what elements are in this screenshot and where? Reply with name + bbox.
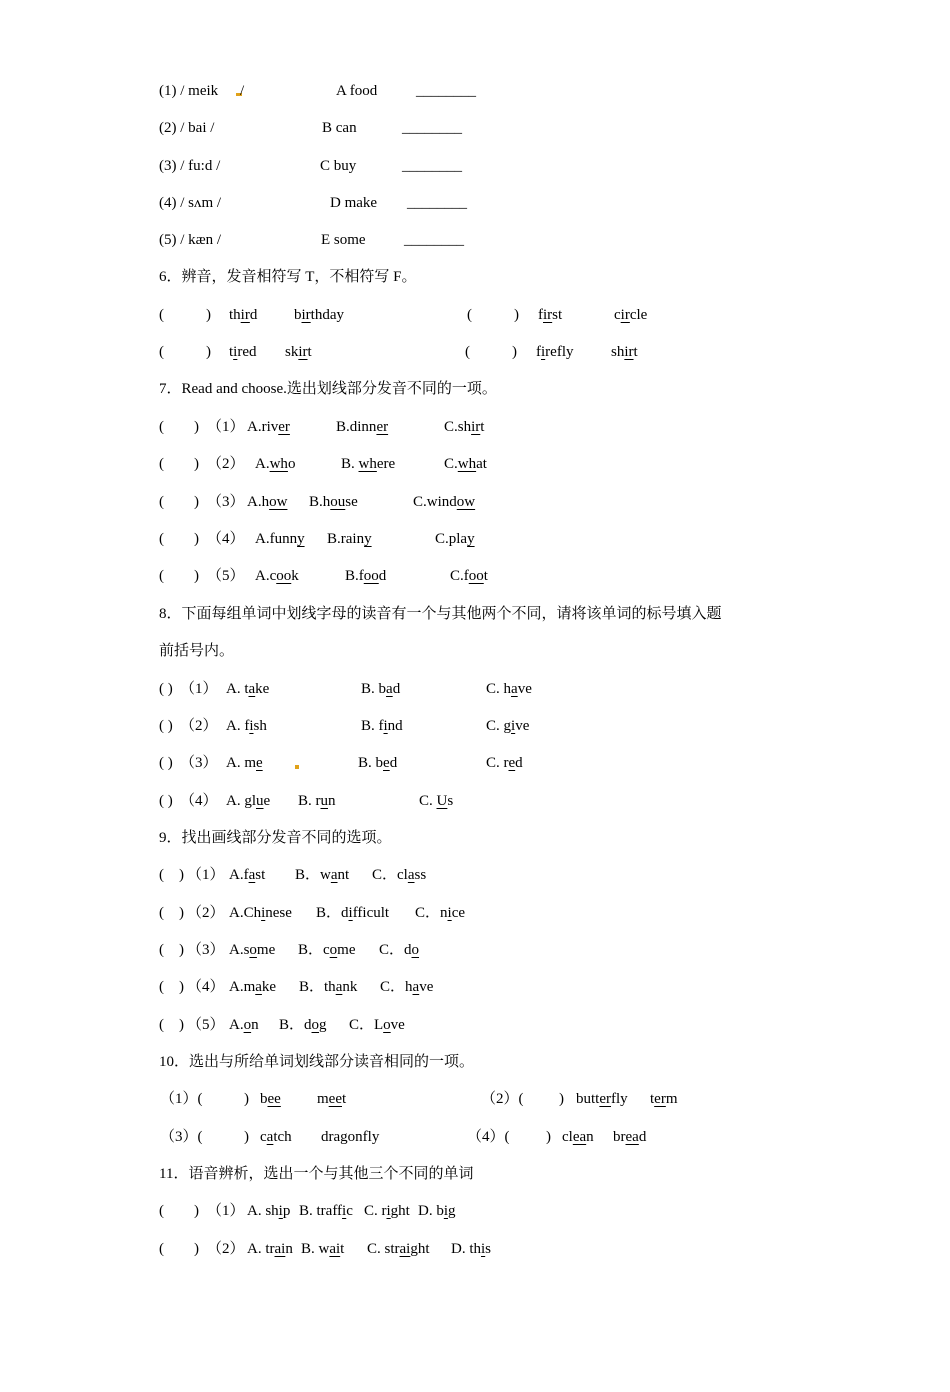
- option-c: C．class: [372, 867, 427, 883]
- answer-parens[interactable]: ( ): [159, 755, 173, 771]
- answer-paren-close: ): [512, 344, 517, 360]
- q5-row-5: [0, 229, 950, 251]
- option: C buy: [320, 158, 357, 174]
- option-a: A.river: [247, 419, 290, 435]
- answer-parens[interactable]: ( ): [159, 531, 199, 547]
- answer-paren-close: ): [514, 307, 519, 323]
- answer-parens[interactable]: ( ): [159, 905, 184, 921]
- yellow-mark: [295, 765, 299, 769]
- option-c: C.play: [435, 531, 475, 547]
- option-a: A. fish: [226, 718, 267, 734]
- answer-parens[interactable]: ( ): [159, 1203, 199, 1219]
- q5-row-4: [0, 192, 950, 214]
- option-a: A.cook: [255, 568, 299, 584]
- question-title: 7．Read and choose.选出划线部分发音不同的一项。: [159, 381, 497, 397]
- q6-title: [0, 266, 950, 288]
- word: butterfly: [576, 1091, 628, 1107]
- question-title: 9．找出画线部分发音不同的选项。: [159, 830, 392, 846]
- item-number-paren[interactable]: （1）(: [160, 1091, 203, 1107]
- option-a: A.make: [229, 979, 277, 995]
- q8-row-2: [0, 715, 950, 737]
- option-b: B. run: [298, 793, 336, 809]
- phonetic: (5) / kæn /: [159, 232, 222, 248]
- answer-blank[interactable]: ________: [416, 83, 476, 99]
- q6-row-1: [0, 304, 950, 326]
- answer-blank[interactable]: ________: [407, 195, 467, 211]
- word: firefly: [536, 344, 574, 360]
- option-c: C. right: [364, 1203, 410, 1219]
- item-number: （4）: [187, 979, 225, 995]
- option-b: B.rainy: [327, 531, 372, 547]
- option-a: A. me: [226, 755, 263, 771]
- word: dragonfly: [321, 1129, 380, 1145]
- option-a: A.fast: [229, 867, 266, 883]
- word: clean: [562, 1129, 594, 1145]
- option-b: B. find: [361, 718, 403, 734]
- option-a: A. train: [247, 1241, 293, 1257]
- phonetic: (2) / bai /: [159, 120, 215, 136]
- answer-paren-close: ): [206, 307, 211, 323]
- q11-title: [0, 1163, 950, 1185]
- answer-paren-close: ): [244, 1129, 249, 1145]
- option-a: A. glue: [226, 793, 271, 809]
- option-b: B．difficult: [316, 905, 390, 921]
- q10-title: [0, 1051, 950, 1073]
- word: birthday: [294, 307, 344, 323]
- option-c: C. Us: [419, 793, 454, 809]
- option-c: C．have: [380, 979, 434, 995]
- word: skirt: [285, 344, 312, 360]
- q5-row-1: [0, 80, 950, 102]
- q9-title: [0, 827, 950, 849]
- option-b: B. where: [341, 456, 396, 472]
- item-number: （3）: [180, 755, 218, 771]
- question-title: 8．下面每组单词中划线字母的读音有一个与其他两个不同，请将该单词的标号填入题: [159, 606, 722, 622]
- option: D make: [330, 195, 378, 211]
- phonetic: (1) / meik: [159, 83, 222, 99]
- q9-row-4: [0, 976, 950, 998]
- question-title: 11．语音辨析，选出一个与其他三个不同的单词: [159, 1166, 474, 1182]
- option-a: A.who: [255, 456, 296, 472]
- phonetic: (4) / sʌm /: [159, 195, 222, 211]
- answer-paren-open[interactable]: (: [467, 307, 472, 323]
- q9-row-3: [0, 939, 950, 961]
- q11-row-2: [0, 1238, 950, 1260]
- option-c: C. straight: [367, 1241, 430, 1257]
- q7-row-2: [0, 453, 950, 475]
- option-b: B.food: [345, 568, 387, 584]
- answer-blank[interactable]: ________: [404, 232, 464, 248]
- option: A food: [336, 83, 378, 99]
- option: B can: [322, 120, 357, 136]
- word: circle: [614, 307, 648, 323]
- q7-row-1: [0, 416, 950, 438]
- answer-parens[interactable]: ( ): [159, 494, 199, 510]
- option-c: C．do: [379, 942, 420, 958]
- question-title-cont: 前括号内。: [159, 643, 235, 659]
- option-c: C. have: [486, 681, 532, 697]
- word: shirt: [611, 344, 638, 360]
- answer-paren-open[interactable]: (: [465, 344, 470, 360]
- answer-parens[interactable]: ( ): [159, 942, 184, 958]
- item-number: （1）: [187, 867, 225, 883]
- item-number: （2）: [180, 718, 218, 734]
- option-b: B．want: [295, 867, 350, 883]
- q9-row-2: [0, 902, 950, 924]
- q7-title: [0, 378, 950, 400]
- option-a: A.Chinese: [229, 905, 292, 921]
- item-number: （4）: [180, 793, 218, 809]
- answer-parens[interactable]: ( ): [159, 718, 173, 734]
- item-number: （5）: [207, 568, 245, 584]
- item-number: （1）: [180, 681, 218, 697]
- item-number: （4）: [207, 531, 245, 547]
- answer-parens[interactable]: ( ): [159, 681, 173, 697]
- word: meet: [317, 1091, 347, 1107]
- option: E some: [321, 232, 366, 248]
- q8-row-1: [0, 678, 950, 700]
- answer-paren-close: ): [546, 1129, 551, 1145]
- answer-parens[interactable]: ( ): [159, 1017, 184, 1033]
- q9-row-5: [0, 1014, 950, 1036]
- answer-parens[interactable]: ( ): [159, 867, 184, 883]
- word: bee: [260, 1091, 281, 1107]
- item-number: （3）: [187, 942, 225, 958]
- option-c: C.what: [444, 456, 487, 472]
- phonetic: (3) / fu:d /: [159, 158, 221, 174]
- q11-row-1: [0, 1200, 950, 1222]
- option-c: C．Love: [349, 1017, 405, 1033]
- option-d: D. this: [451, 1241, 492, 1257]
- item-number: （2）: [207, 456, 245, 472]
- answer-parens[interactable]: ( ): [159, 1241, 199, 1257]
- option-c: C．nice: [415, 905, 466, 921]
- q7-row-4: [0, 528, 950, 550]
- q8-row-3: [0, 752, 950, 774]
- q5-row-2: [0, 117, 950, 139]
- item-number: （1）: [207, 419, 245, 435]
- option-a: A. take: [226, 681, 270, 697]
- q7-row-3: [0, 491, 950, 513]
- q7-row-5: [0, 565, 950, 587]
- option-a: A.funny: [255, 531, 305, 547]
- option-b: B. bed: [358, 755, 398, 771]
- word: bread: [613, 1129, 647, 1145]
- word: term: [650, 1091, 678, 1107]
- item-number: （3）: [207, 494, 245, 510]
- question-title: 10．选出与所给单词划线部分读音相同的一项。: [159, 1054, 475, 1070]
- option-a: A.on: [229, 1017, 259, 1033]
- q5-row-3: [0, 155, 950, 177]
- option-a: A.how: [247, 494, 288, 510]
- option-a: A.some: [229, 942, 276, 958]
- option-b: B.house: [309, 494, 358, 510]
- option-c: C. red: [486, 755, 523, 771]
- item-number: （5）: [187, 1017, 225, 1033]
- word: first: [538, 307, 563, 323]
- option-b: B. traffic: [299, 1203, 353, 1219]
- phonetic-slash: /: [240, 83, 245, 99]
- answer-paren-open[interactable]: (: [159, 344, 164, 360]
- q10-row-2: [0, 1126, 950, 1148]
- option-b: B．dog: [279, 1017, 327, 1033]
- q8-row-4: [0, 790, 950, 812]
- answer-parens[interactable]: ( ): [159, 419, 199, 435]
- item-number-paren[interactable]: （2）(: [481, 1091, 524, 1107]
- q9-row-1: [0, 864, 950, 886]
- option-c: C.foot: [450, 568, 488, 584]
- answer-paren-open[interactable]: (: [159, 307, 164, 323]
- q8-title-line-1: [0, 603, 950, 625]
- q10-row-1: [0, 1088, 950, 1110]
- item-number: （2）: [187, 905, 225, 921]
- answer-paren-close: ): [559, 1091, 564, 1107]
- answer-paren-close: ): [244, 1091, 249, 1107]
- option-b: B．come: [298, 942, 356, 958]
- q6-row-2: [0, 341, 950, 363]
- word: catch: [260, 1129, 292, 1145]
- question-title: 6．辨音，发音相符写 T，不相符写 F。: [159, 269, 417, 285]
- q8-title-line-2: [0, 640, 950, 662]
- option-b: B. wait: [301, 1241, 345, 1257]
- option-a: A. ship: [247, 1203, 291, 1219]
- answer-parens[interactable]: ( ): [159, 793, 173, 809]
- answer-parens[interactable]: ( ): [159, 456, 199, 472]
- option-b: B.dinner: [336, 419, 389, 435]
- answer-paren-close: ): [206, 344, 211, 360]
- word: tired: [229, 344, 257, 360]
- option-c: C. give: [486, 718, 530, 734]
- option-c: C.shirt: [444, 419, 485, 435]
- option-d: D. big: [418, 1203, 456, 1219]
- item-number: （2）: [207, 1241, 245, 1257]
- option-c: C.window: [413, 494, 476, 510]
- answer-blank[interactable]: ________: [402, 120, 462, 136]
- item-number-paren[interactable]: （3）(: [160, 1129, 203, 1145]
- item-number: （1）: [207, 1203, 245, 1219]
- option-b: B．thank: [299, 979, 358, 995]
- item-number-paren[interactable]: （4）(: [467, 1129, 510, 1145]
- option-b: B. bad: [361, 681, 401, 697]
- answer-parens[interactable]: ( ): [159, 979, 184, 995]
- word: third: [229, 307, 258, 323]
- answer-blank[interactable]: ________: [402, 158, 462, 174]
- answer-parens[interactable]: ( ): [159, 568, 199, 584]
